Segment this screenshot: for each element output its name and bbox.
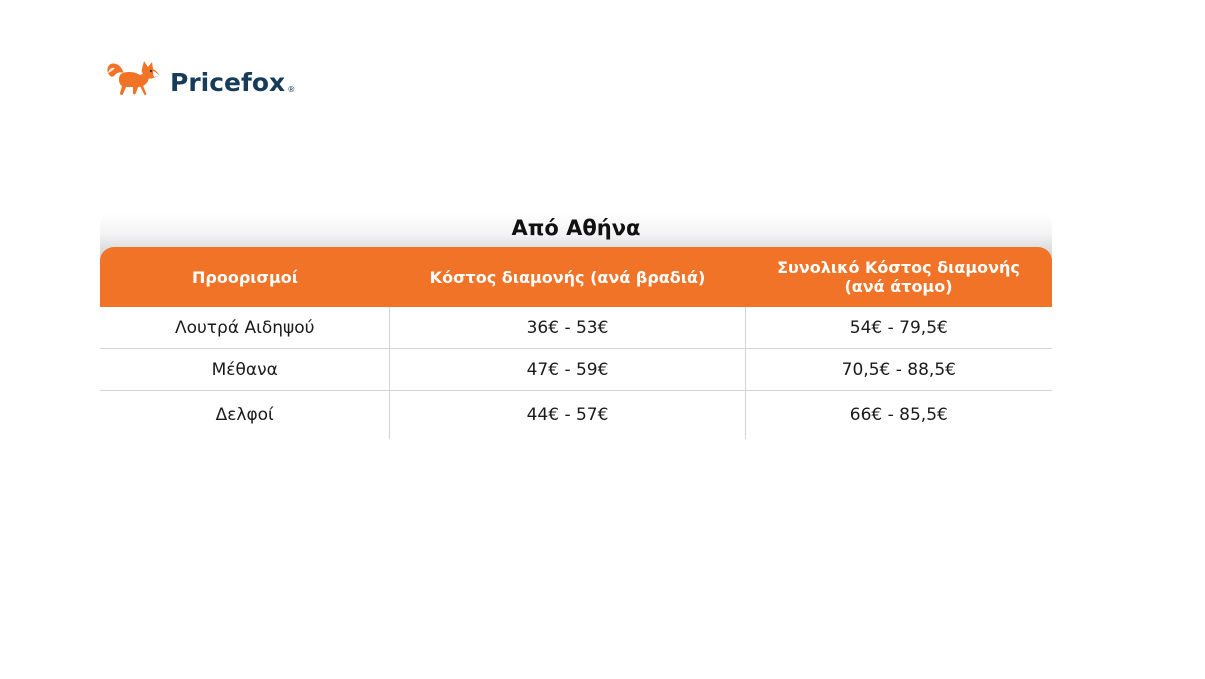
header-total-cost-label: Συνολικό Κόστος διαμονής (ανά άτομο) (777, 258, 1020, 296)
total-cost-cell: 54€ - 79,5€ (849, 317, 948, 338)
price-table (100, 212, 1052, 439)
destination-cell: Δελφοί (100, 391, 390, 439)
total-cost-cell: 66€ - 85,5€ (849, 405, 948, 425)
header-total-cost (745, 247, 1052, 307)
pricefox-logo (106, 58, 295, 102)
total-cost-cell: 70,5€ - 88,5€ (841, 359, 956, 380)
table-row (100, 307, 1052, 348)
cost-per-night-cell: 36€ - 53€ (390, 307, 745, 348)
table-header-row (100, 247, 1052, 307)
registered-mark: ® (287, 84, 296, 94)
header-cost-per-night: Κόστος διαμονής (ανά βραδιά) (429, 267, 706, 287)
cost-per-night-cell: 44€ - 57€ (390, 391, 745, 439)
table-row (100, 348, 1052, 390)
cost-per-night-cell: 47€ - 59€ (390, 349, 745, 390)
brand-name: Pricefox (170, 67, 286, 97)
header-destinations: Προορισμοί (192, 267, 298, 287)
fox-icon (106, 59, 160, 101)
destination-cell: Λουτρά Αιδηψού (100, 307, 390, 348)
table-row (100, 390, 1052, 439)
table-title: Από Αθήνα (511, 216, 641, 240)
destination-cell: Μέθανα (100, 349, 390, 390)
